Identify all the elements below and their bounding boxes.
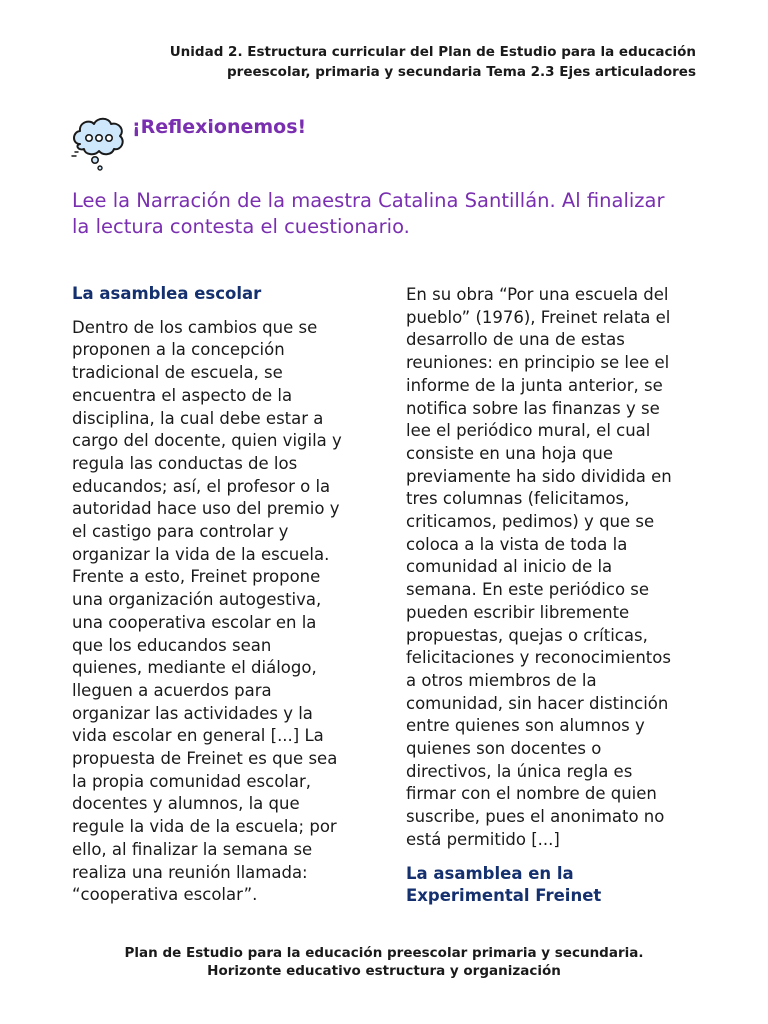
body-text-line: tres columnas (felicitamos, (406, 489, 630, 509)
body-text-line: propuesta de Freinet es que sea (72, 749, 338, 769)
body-text-line: cargo del docente, quien vigila y (72, 431, 342, 451)
body-text-line: Frente a esto, Freinet propone (72, 567, 321, 587)
body-text-line: disciplina, la cual debe estar a (72, 408, 324, 428)
body-text-line: firmar con el nombre de quien (406, 784, 657, 804)
body-text-line: reuniones: en principio se lee el (406, 353, 670, 373)
instruction-line-2: la lectura contesta el cuestionario. (72, 215, 410, 238)
body-text-line: informe de la junta anterior, se (406, 375, 663, 395)
body-text-line: suscribe, pues el anonimato no (406, 807, 665, 827)
body-text-line: a otros miembros de la (406, 670, 597, 690)
body-text-line: quienes, mediante el diálogo, (72, 658, 317, 678)
body-text-line: coloca a la vista de toda la (406, 534, 628, 554)
body-text-line: quienes son docentes o (406, 739, 602, 759)
body-text-line: organizar la vida de la escuela. (72, 544, 330, 564)
body-text-line: una cooperativa escolar en la (72, 612, 317, 632)
footer-line-2: Horizonte educativo estructura y organización (207, 963, 561, 979)
body-text-line: regula las conductas de los (72, 453, 298, 473)
body-text-line: criticamos, pedimos) y que se (406, 512, 655, 532)
body-text-line: comunidad, sin hacer distinción (406, 693, 669, 713)
instruction-text (72, 188, 712, 240)
body-text-line: lleguen a acuerdos para (72, 680, 272, 700)
body-text-line: vida escolar en general [...] La (72, 726, 324, 746)
body-text-line: tradicional de escuela, se (72, 363, 283, 383)
body-text-line: educandos; así, el profesor o la (72, 476, 331, 496)
left-body-text (72, 317, 372, 907)
footer-line-1: Plan de Estudio para la educación preescolar primaria y secundaria. (124, 945, 644, 961)
header-line-2: preescolar, primaria y secundaria Tema 2.3 Ejes articuladores (227, 64, 696, 80)
page-header (96, 42, 696, 82)
body-text-line: realiza una reunión llamada: (72, 862, 308, 882)
body-text-line: semana. En este periódico se (406, 580, 650, 600)
body-text-line: organizar las actividades y la (72, 703, 313, 723)
reflexion-banner (70, 114, 710, 174)
right-body-text (406, 284, 706, 852)
body-text-line: lee el periódico mural, el cual (406, 421, 651, 441)
body-text-line: regule la vida de la escuela; por (72, 817, 337, 837)
right-column (406, 284, 706, 908)
body-text-line: consiste en una hoja que (406, 443, 613, 463)
body-text-line: “cooperativa escolar”. (72, 885, 258, 905)
header-line-1: Unidad 2. Estructura curricular del Plan de Estudio para la educación (169, 44, 696, 60)
body-text-line: proponen a la concepción (72, 340, 285, 360)
body-text-line: felicitaciones y reconocimientos (406, 648, 671, 668)
page-footer (0, 944, 768, 980)
thought-cloud-icon (70, 114, 126, 172)
body-text-line: previamente ha sido dividida en (406, 466, 672, 486)
body-text-line: directivos, la única regla es (406, 761, 633, 781)
body-text-line: Dentro de los cambios que se (72, 317, 318, 337)
body-text-line: pueblo” (1976), Freinet relata el (406, 307, 671, 327)
body-text-line: notifica sobre las finanzas y se (406, 398, 660, 418)
body-text-line: entre quienes son alumnos y (406, 716, 645, 736)
body-text-line: encuentra el aspecto de la (72, 385, 293, 405)
body-text-line: comunidad al inicio de la (406, 557, 613, 577)
body-text-line: En su obra “Por una escuela del (406, 285, 669, 304)
body-text-line: la propia comunidad escolar, (72, 771, 312, 791)
section-heading-asamblea-escolar: La asamblea escolar (72, 284, 262, 303)
body-text-line: ello, al finalizar la semana se (72, 839, 313, 859)
section-heading-experimental-freinet (406, 863, 706, 908)
body-text-line: desarrollo de una de estas (406, 330, 625, 350)
heading-line-2: Experimental Freinet (406, 886, 602, 906)
body-text-line: el castigo para controlar y (72, 522, 289, 542)
body-text-line: autoridad hace uso del premio y (72, 499, 340, 519)
body-text-line: una organización autogestiva, (72, 590, 322, 610)
body-text-line: pueden escribir libremente (406, 602, 630, 622)
reflexion-title: ¡Reflexionemos! (132, 116, 307, 138)
left-column (72, 283, 372, 907)
body-text-line: está permitido [...] (406, 829, 560, 849)
body-text-line: docentes y alumnos, la que (72, 794, 300, 814)
instruction-line-1: Lee la Narración de la maestra Catalina Santillán. Al finalizar (72, 189, 665, 212)
heading-line-1: La asamblea en la (406, 863, 574, 883)
body-text-line: que los educandos sean (72, 635, 272, 655)
body-text-line: propuestas, quejas o críticas, (406, 625, 648, 645)
